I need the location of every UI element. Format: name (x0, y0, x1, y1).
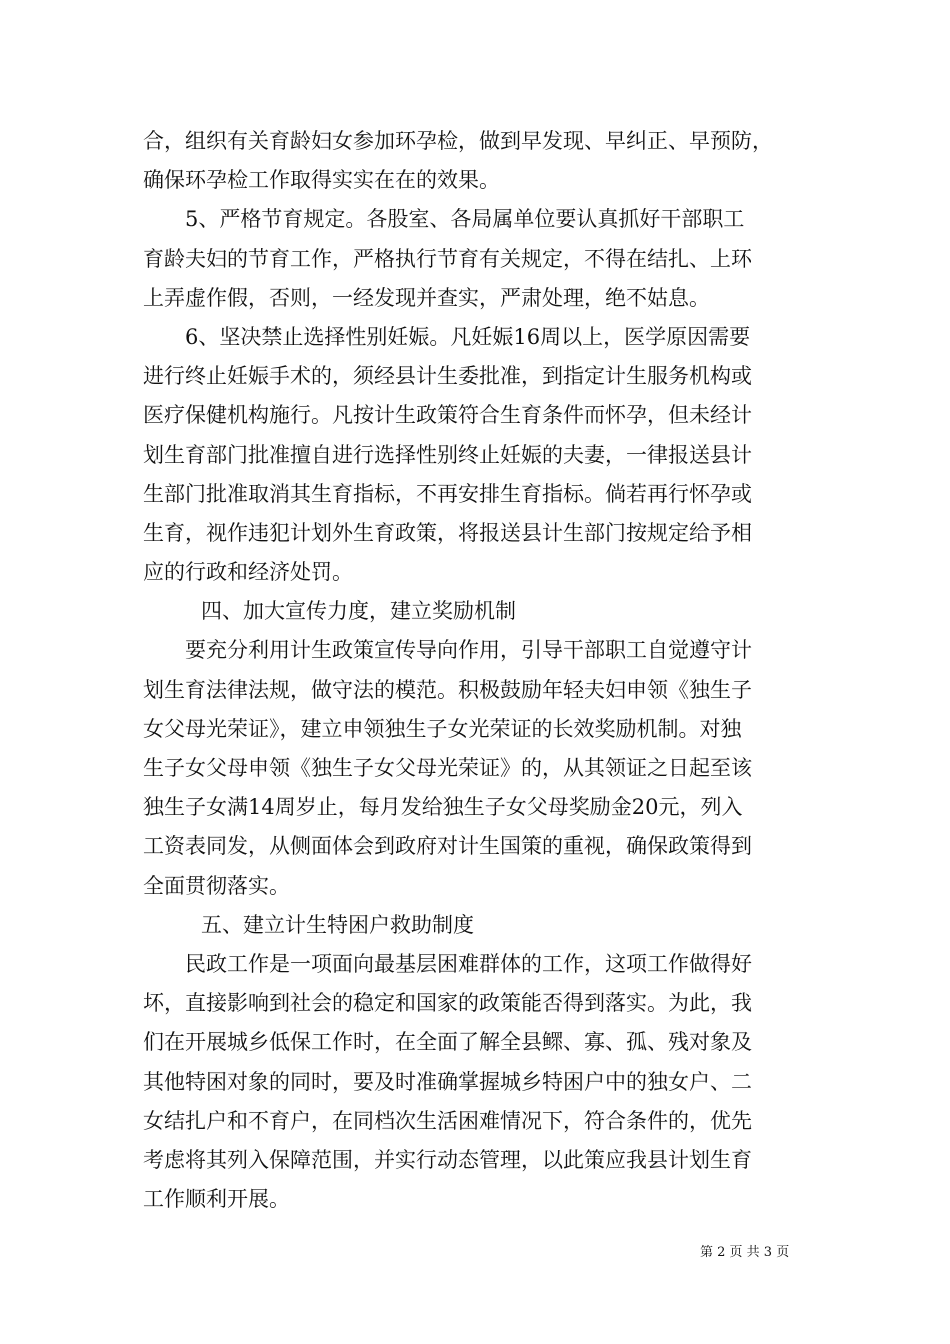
text-line: 要充分利用计生政策宣传导向作用，引导干部职工自觉遵守计 (185, 638, 752, 663)
text-line: 生育，视作违犯计划外生育政策，将报送县计生部门按规定给予相 (143, 520, 752, 545)
text-line: 独生子女满14周岁止，每月发给独生子女父母奖励金20元，列入 (143, 795, 743, 820)
section-heading: 五、建立计生特困户救助制度 (201, 912, 474, 937)
text-line: 女父母光荣证》，建立申领独生子女光荣证的长效奖励机制。对独 (143, 716, 742, 741)
text-line: 应的行政和经济处罚。 (143, 560, 353, 585)
text-line: 坏，直接影响到社会的稳定和国家的政策能否得到落实。为此，我 (143, 991, 752, 1016)
text-line: 进行终止妊娠手术的，须经县计生委批准，到指定计生服务机构或 (143, 364, 752, 389)
text-line: 女结扎户和不育户，在同档次生活困难情况下，符合条件的，优先 (143, 1108, 752, 1133)
text-line: 工资表同发，从侧面体会到政府对计生国策的重视，确保政策得到 (143, 834, 752, 859)
document-body (143, 122, 823, 1219)
text-line: 育龄夫妇的节育工作，严格执行节育有关规定，不得在结扎、上环 (143, 246, 752, 271)
page-number: 第 2 页 共 3 页 (700, 1245, 790, 1260)
text-line: 医疗保健机构施行。凡按计生政策符合生育条件而怀孕，但未经计 (143, 403, 752, 428)
text-line: 划生育法律法规，做守法的模范。积极鼓励年轻夫妇申领《独生子 (143, 677, 752, 702)
text-line: 确保环孕检工作取得实实在在的效果。 (143, 168, 500, 193)
text-line: 们在开展城乡低保工作时，在全面了解全县鳏、寡、孤、残对象及 (143, 1030, 752, 1055)
text-line: 其他特困对象的同时，要及时准确掌握城乡特困户中的独女户、二 (143, 1069, 752, 1094)
text-line: 6、坚决禁止选择性别妊娠。凡妊娠16周以上，医学原因需要 (185, 324, 751, 349)
section-heading: 四、加大宣传力度，建立奖励机制 (201, 599, 516, 624)
text-line: 民政工作是一项面向最基层困难群体的工作，这项工作做得好 (185, 951, 752, 976)
text-line: 考虑将其列入保障范围，并实行动态管理，以此策应我县计划生育 (143, 1147, 752, 1172)
text-line: 合，组织有关育龄妇女参加环孕检，做到早发现、早纠正、早预防， (143, 129, 773, 153)
text-line: 全面贯彻落实。 (143, 873, 290, 898)
text-line: 工作顺利开展。 (143, 1187, 290, 1212)
text-line: 上弄虚作假，否则，一经发现并查实，严肃处理，绝不姑息。 (143, 285, 710, 310)
text-line: 生子女父母申领《独生子女父母光荣证》的，从其领证之日起至该 (143, 756, 752, 780)
text-line: 划生育部门批准擅自进行选择性别终止妊娠的夫妻，一律报送县计 (143, 442, 752, 467)
text-line: 生部门批准取消其生育指标，不再安排生育指标。倘若再行怀孕或 (143, 481, 752, 506)
text-line: 5、严格节育规定。各股室、各局属单位要认真抓好干部职工 (185, 207, 745, 232)
